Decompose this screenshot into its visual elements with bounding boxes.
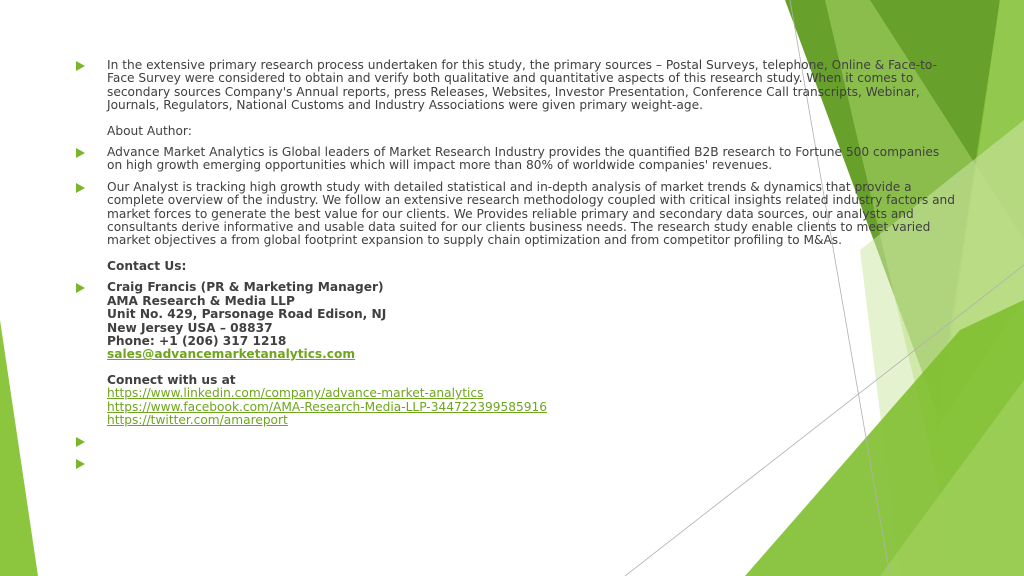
bullet-contact: [76, 281, 956, 427]
about-author-text: Advance Market Analytics is Global leaders of Market Research Industry provides the quantified B2B research to Fortune 500 companies on high growth emerging opportunities which will impact more than 80% of worldwide companies' revenues.: [107, 145, 940, 173]
social-links: [107, 387, 956, 427]
bullet-empty-1: [76, 435, 956, 449]
bullet-arrow-icon: [76, 437, 85, 447]
analyst-text: Our Analyst is tracking high growth study with detailed statistical and in-depth analysis of market trends & dynamics that provide a complete overview of the industry. We follow an extensive research methodology coupled with critical insights related industry factors and market forces to generate the best value for our clients. We Provides reliable primary and secondary data sources, our analysts and consultants derive informative and usable data suited for our clients business needs. The research study enable clients to meet varied market objectives a from global footprint expansion to supply chain optimization and from competitor profiling to M&As.: [107, 179, 956, 248]
contact-address: Unit No. 429, Parsonage Road Edison, NJ: [107, 307, 387, 322]
contact-phone: Phone: +1 (206) 317 1218: [107, 333, 287, 348]
twitter-link[interactable]: https://twitter.com/amareport: [107, 412, 288, 427]
bullet-arrow-icon: [76, 148, 85, 158]
bullet-arrow-icon: [76, 459, 85, 469]
bullet-empty-2: [76, 457, 956, 471]
bullet-about: [76, 146, 956, 173]
bullet-arrow-icon: [76, 183, 85, 193]
contact-company: AMA Research & Media LLP: [107, 293, 295, 308]
contact-us-heading: Contact Us:: [107, 258, 187, 273]
contact-name: Craig Francis (PR & Marketing Manager): [107, 280, 384, 295]
bullet-analyst: [76, 181, 956, 273]
contact-block: [107, 281, 956, 387]
connect-heading: Connect with us at: [107, 372, 236, 387]
facebook-link[interactable]: https://www.facebook.com/AMA-Research-Media-LLP-344722399585916: [107, 399, 548, 414]
bullet-arrow-icon: [76, 283, 85, 293]
left-accent-shape: [0, 320, 38, 576]
methodology-text: In the extensive primary research process undertaken for this study, the primary sources – Postal Surveys, telephone, Online & Face-to-Face Survey were considered to obtain and verify both qualitative and quantitative aspects of this research study. When it comes to secondary sources Company's Annual reports, press Releases, Websites, Investor Presentation, Conference Call transcripts, Webinar, Journals, Regulators, National Customs and Industry Associations were given primary weight-age.: [107, 58, 937, 113]
contact-email-link[interactable]: sales@advancemarketanalytics.com: [107, 347, 356, 362]
bullet-methodology: [76, 59, 956, 138]
slide-content: [76, 59, 956, 471]
bullet-arrow-icon: [76, 61, 85, 71]
contact-state: New Jersey USA – 08837: [107, 320, 273, 335]
about-author-heading: About Author:: [107, 123, 192, 138]
linkedin-link[interactable]: https://www.linkedin.com/company/advance-market-analytics: [107, 386, 484, 401]
